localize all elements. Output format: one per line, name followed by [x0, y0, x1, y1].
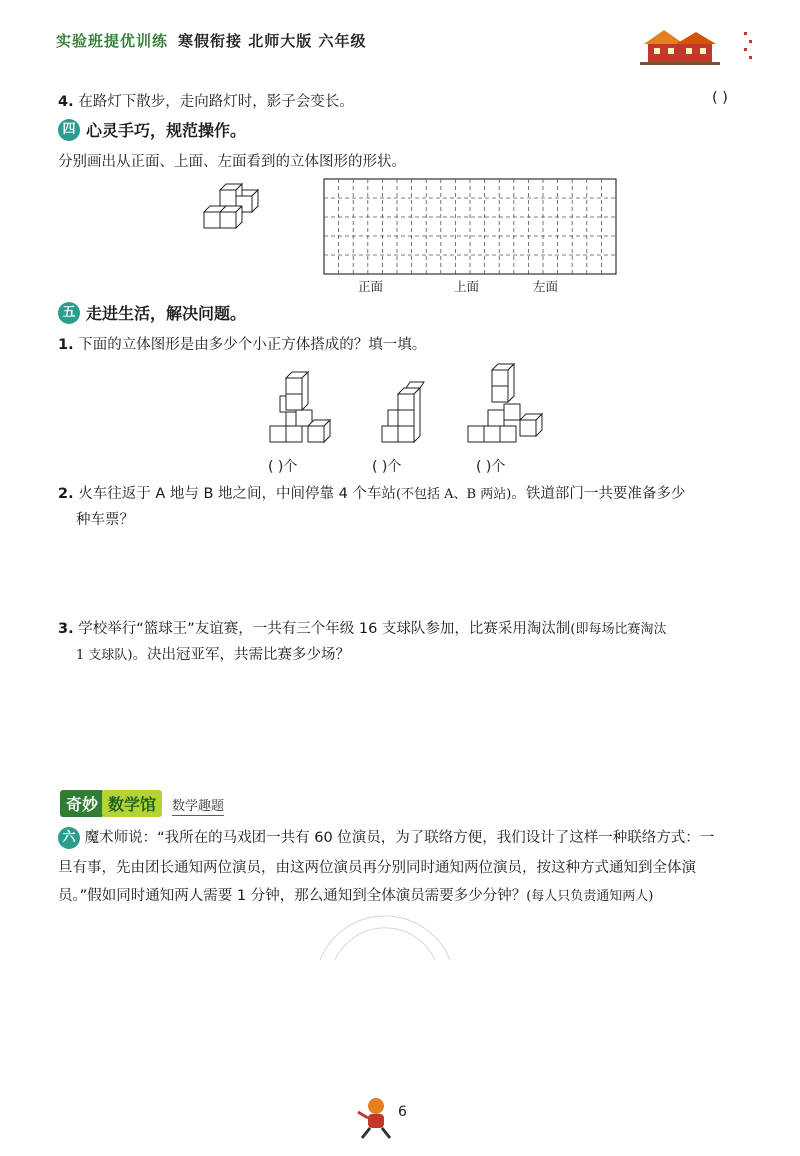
count-blank-1[interactable]: ( )个 [268, 459, 298, 475]
question-text: 魔术师说：“我所在的马戏团一共有 60 位演员，为了联络方便，我们设计了这样一种联络方式：一 [84, 830, 715, 846]
decor-dots-icon [742, 30, 754, 66]
section-badge: 四 [58, 119, 80, 141]
house-icon [640, 26, 720, 66]
question-number: 2. [58, 486, 74, 502]
question-text: 在路灯下散步，走向路灯时，影子会变长。 [78, 94, 354, 110]
series-brand: 实验班提优训练 [56, 32, 169, 50]
question-5-2-line2: 种车票？ [76, 512, 134, 528]
cube-stack-figure [200, 176, 264, 232]
question-4-prev [58, 90, 354, 114]
drawing-grid [323, 178, 617, 276]
series-subtitle: 寒假衔接 北师大版 六年级 [178, 32, 367, 50]
label-top: 上面 [454, 279, 480, 294]
label-left: 左面 [533, 279, 559, 294]
count-blank-2[interactable]: ( )个 [372, 459, 402, 475]
cube-figure-1 [268, 370, 340, 448]
section-badge: 五 [58, 302, 80, 324]
question-note: (不包括 A、B 两站) [395, 487, 512, 502]
question-number: 4. [58, 94, 74, 110]
banner-subtitle: 数学趣题 [172, 795, 224, 816]
question-text: 学校举行“篮球王”友谊赛，一共有三个年级 16 支球队参加，比赛采用淘汰制 [78, 621, 571, 637]
question-number: 3. [58, 621, 74, 637]
answer-paren: ( ) [712, 90, 728, 106]
section-5-heading [58, 301, 246, 324]
section-title: 心灵手巧，规范操作。 [86, 121, 247, 140]
section-badge: 六 [58, 827, 80, 849]
question-6-line2: 旦有事，先由团长通知两位演员，由这两位演员再分别同时通知两位演员，按这种方式通知到全体演 [58, 860, 696, 876]
question-text-end: 。铁道部门一共要准备多少 [511, 486, 686, 502]
cube-figure-2 [380, 378, 436, 448]
question-5-2 [58, 482, 685, 507]
question-text: 。决出冠亚军，共需比赛多少场？ [132, 647, 350, 663]
question-text: 员。”假如同时通知两人需要 1 分钟，那么通知到全体演员需要多少分钟？ [58, 888, 527, 904]
section-4-instruction: 分别画出从正面、上面、左面看到的立体图形的形状。 [58, 154, 406, 170]
page-number: 6 [398, 1104, 407, 1120]
banner-part-a: 奇妙 [60, 790, 104, 817]
question-5-3 [58, 617, 667, 642]
question-text: 下面的立体图形是由多少个小正方体搭成的？填一填。 [78, 337, 427, 353]
question-number: 1. [58, 337, 74, 353]
question-note: 1 支球队) [76, 648, 133, 663]
cube-figure-3 [466, 360, 552, 448]
section-title: 走进生活，解决问题。 [86, 304, 247, 323]
watermark-stamp-icon [300, 860, 470, 980]
question-6-line1 [58, 826, 714, 850]
banner-part-b: 数学馆 [102, 790, 162, 817]
question-text: 火车往返于 A 地与 B 地之间，中间停靠 4 个车站 [78, 486, 396, 502]
page-header [56, 30, 366, 51]
question-note: (每人只负责通知两人) [526, 889, 654, 904]
fun-math-banner [60, 790, 224, 816]
question-5-3-line2 [76, 643, 350, 668]
label-front: 正面 [358, 279, 384, 294]
question-5-1 [58, 333, 426, 357]
question-note: (即每场比赛淘汰 [570, 622, 667, 637]
count-blank-3[interactable]: ( )个 [476, 459, 506, 475]
section-4-heading [58, 118, 246, 141]
mascot-icon [352, 1092, 400, 1140]
